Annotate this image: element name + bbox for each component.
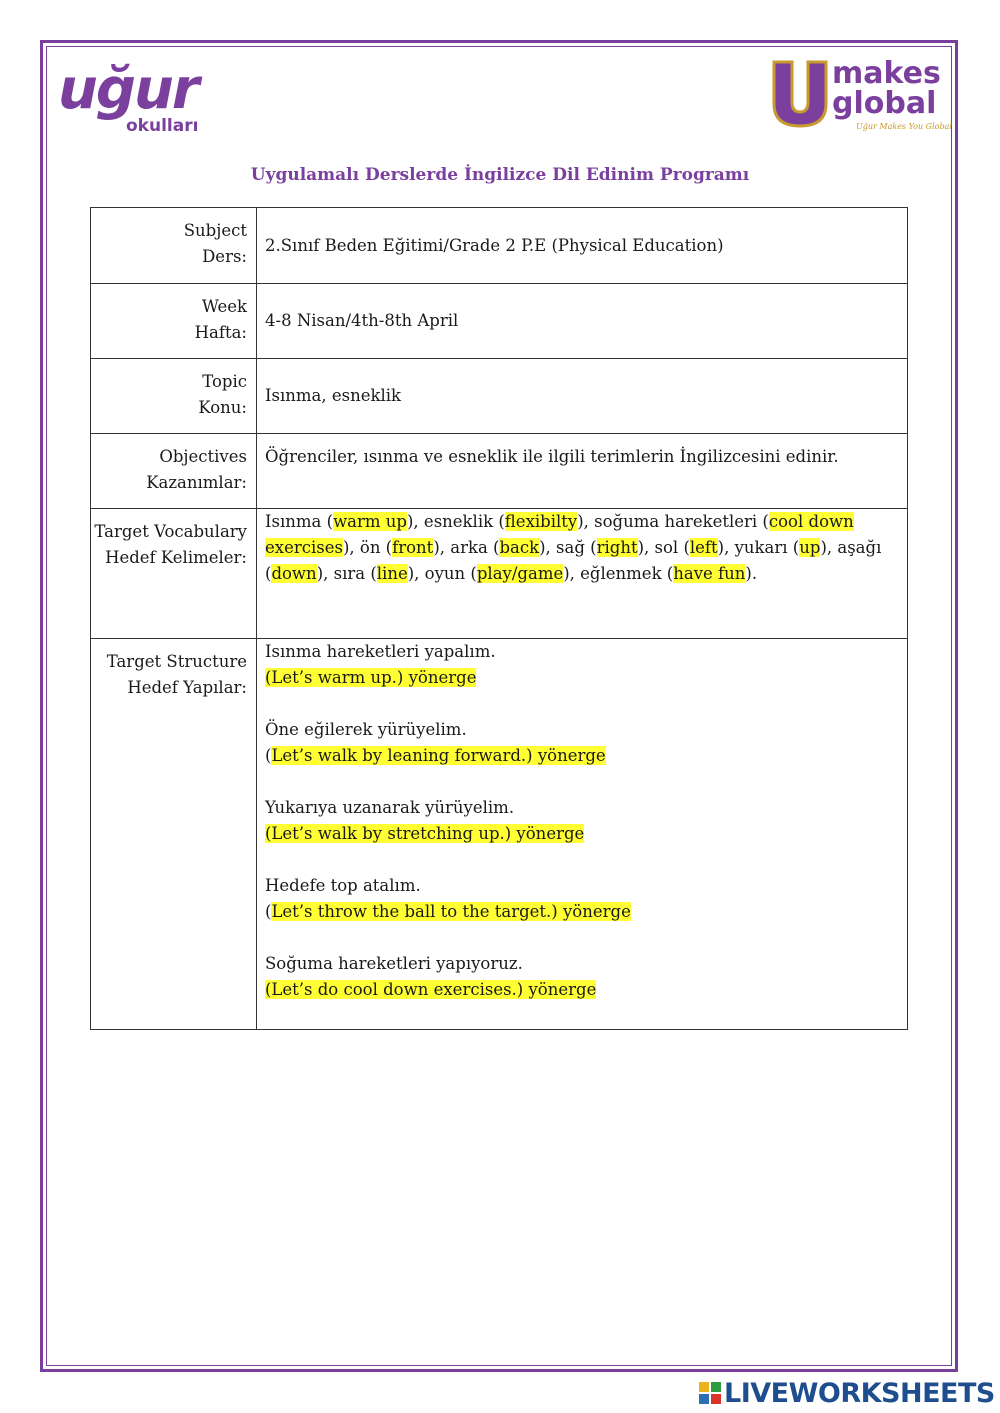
label-structure-tr: Hedef Yapılar: <box>127 678 247 697</box>
label-vocabulary-tr: Hedef Kelimeler: <box>105 548 247 567</box>
vocab-term: line <box>376 564 408 583</box>
label-objectives-en: Objectives <box>159 447 247 466</box>
lesson-info-table <box>90 207 908 1030</box>
structure-highlight: Let’s throw the ball to the target.) yönerge <box>271 902 631 921</box>
table-row-vocabulary <box>91 509 908 639</box>
structure-highlight: Let’s walk by leaning forward.) <box>271 746 533 765</box>
label-objectives-tr: Kazanımlar: <box>146 473 247 492</box>
logo-sub-text: okulları <box>126 116 199 136</box>
label-vocabulary <box>91 509 257 639</box>
structure-turkish: Isınma hareketleri yapalım. <box>265 642 496 661</box>
value-objectives: Öğrenciler, ısınma ve esneklik ile ilgili terimlerin İngilizcesini edinir. <box>257 434 908 509</box>
label-topic-tr: Konu: <box>198 398 247 417</box>
label-week-tr: Hafta: <box>194 323 247 342</box>
structure-item <box>265 873 899 925</box>
value-week: 4-8 Nisan/4th-8th April <box>257 284 908 359</box>
value-structure <box>257 639 908 1030</box>
structure-item <box>265 639 899 691</box>
vocab-text: ), oyun ( <box>407 564 477 583</box>
structure-turkish: Hedefe top atalım. <box>265 876 421 895</box>
vocab-term: flexibilty <box>504 512 578 531</box>
value-topic: Isınma, esneklik <box>257 359 908 434</box>
table-row-week <box>91 284 908 359</box>
vocab-term: left <box>689 538 718 557</box>
structure-item <box>265 951 899 1003</box>
vocab-text: ), ön ( <box>342 538 393 557</box>
logo-makes-text: makes <box>832 56 941 91</box>
u-makes-global-logo <box>770 58 950 140</box>
structure-highlight: (Let’s do cool down exercises.) yönerge <box>265 980 597 999</box>
value-subject: 2.Sınıf Beden Eğitimi/Grade 2 P.E (Physical Education) <box>257 208 908 284</box>
label-topic <box>91 359 257 434</box>
table-row-topic <box>91 359 908 434</box>
vocab-term: front <box>392 538 434 557</box>
table-row-objectives <box>91 434 908 509</box>
vocab-text: ), soğuma hareketleri ( <box>577 512 769 531</box>
structure-highlight: (Let’s warm up.) yönerge <box>265 668 477 687</box>
structure-item <box>265 795 899 847</box>
vocab-text: ). <box>745 564 758 583</box>
structure-turkish: Yukarıya uzanarak yürüyelim. <box>265 798 515 817</box>
vocab-term: back <box>499 538 540 557</box>
logo-tagline: Uğur Makes You Global <box>856 122 952 131</box>
label-vocabulary-en: Target Vocabulary <box>94 522 247 541</box>
vocab-term: up <box>799 538 821 557</box>
structure-english <box>265 743 899 769</box>
label-subject-en: Subject <box>183 221 247 240</box>
structure-turkish: Öne eğilerek yürüyelim. <box>265 720 467 739</box>
table-row-subject <box>91 208 908 284</box>
table-row-structure <box>91 639 908 1030</box>
vocab-text: ), yukarı ( <box>717 538 800 557</box>
label-subject <box>91 208 257 284</box>
vocab-text: ), eğlenmek ( <box>563 564 674 583</box>
vocab-text: ), aşağı ( <box>265 538 882 583</box>
ugur-okullari-logo <box>58 57 208 142</box>
label-objectives <box>91 434 257 509</box>
vocab-text: ), sol ( <box>637 538 690 557</box>
vocab-term: down <box>271 564 317 583</box>
label-subject-tr: Ders: <box>202 247 247 266</box>
vocab-text: Isınma ( <box>265 512 334 531</box>
structure-english <box>265 821 899 847</box>
vocab-term: right <box>596 538 638 557</box>
label-structure <box>91 639 257 1030</box>
structure-english <box>265 977 899 1003</box>
document-title: Uygulamalı Derslerde İngilizce Dil Edinim Programı <box>250 165 750 185</box>
structure-highlight: (Let’s walk by stretching up.) yönerge <box>265 824 585 843</box>
label-structure-en: Target Structure <box>106 652 247 671</box>
vocab-term: have fun <box>673 564 746 583</box>
structure-english <box>265 899 899 925</box>
label-topic-en: Topic <box>202 372 247 391</box>
value-vocabulary <box>257 509 908 639</box>
structure-turkish: Soğuma hareketleri yapıyoruz. <box>265 954 523 973</box>
vocab-term: warm up <box>333 512 407 531</box>
label-week <box>91 284 257 359</box>
structure-suffix: yönerge <box>532 746 606 765</box>
liveworksheets-text: LIVEWORKSHEETS <box>724 1378 995 1409</box>
label-week-en: Week <box>201 297 247 316</box>
vocab-text: ), esneklik ( <box>407 512 505 531</box>
vocab-term: cool down exercises <box>265 512 854 557</box>
structure-item <box>265 717 899 769</box>
structure-prefix: ( <box>265 746 272 765</box>
logo-global-text: global <box>832 86 937 121</box>
liveworksheets-watermark <box>698 1380 998 1408</box>
vocab-text: ), sıra ( <box>316 564 377 583</box>
structure-prefix: ( <box>265 902 272 921</box>
vocab-term: play/game <box>476 564 564 583</box>
vocab-text: ), sağ ( <box>539 538 597 557</box>
structure-english <box>265 665 899 691</box>
u-letter-icon <box>770 58 830 128</box>
liveworksheets-icon <box>698 1381 722 1405</box>
vocab-text: ), arka ( <box>433 538 500 557</box>
logo-brand-text: uğur <box>58 57 198 122</box>
